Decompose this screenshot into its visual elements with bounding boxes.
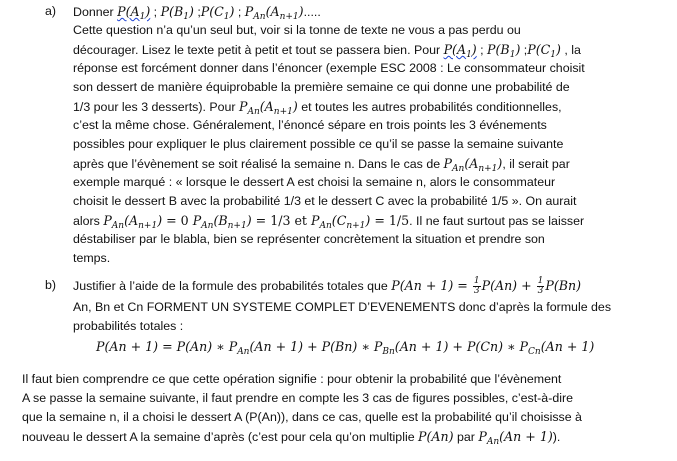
paragraph-line: après que l’évènement se soit réalisé la semaine n. Dans le cas de $P_{An}(A_{n+1})$, il serait par xyxy=(73,156,570,174)
paragraph-line: choisit le dessert B avec la probabilité 1/3 et le dessert C avec la probabilité 1/5 ». On aurait xyxy=(73,194,577,208)
paragraph-line: c’est la même chose. Généralement, l’énoncé sépare en trois points les 3 événements xyxy=(73,118,547,132)
paragraph-line: probabilités totales : xyxy=(73,319,184,333)
paragraph-line: nouveau le dessert A la semaine d’après (c’est pour cela qu’on multiplie P(An) par $P_{An}(An + 1)$). xyxy=(22,429,561,447)
paragraph-line: temps. xyxy=(73,251,111,265)
item-a-header: Donner $P(A_1)$ ; $P(B_1)$ $;P(C_1)$ ; $P_{An}(A_{n+1})$..... xyxy=(73,4,321,22)
list-marker-a: a) xyxy=(45,4,57,18)
paragraph-line: alors $P_{An}(A_{n+1}) = 0$ $P_{An}(B_{n+1}) = 1/3$ et $P_{An}(C_{n+1}) = 1/5$. Il ne faut surtout pas se laisser xyxy=(73,213,585,231)
paragraph-line: An, Bn et Cn FORMENT UN SYSTEME COMPLET D’EVENEMENTS donc d’après la formule des xyxy=(73,300,612,314)
paragraph-line: exemple marqué : « lorsque le dessert A est choisi la semaine n, alors le consommateur xyxy=(73,175,556,189)
total-probability-formula: P(An + 1) = P(An) ∗ $P_{An}(An + 1) + P(Bn)$ ∗ $P_{Bn}(An + 1) + P(Cn)$ ∗ $P_{Cn}(An + 1)$ xyxy=(96,339,595,357)
paragraph-line: réponse est forcément donner dans l’énoncer (exemple ESC 2008 : Le consommateur choisit xyxy=(73,61,585,75)
paragraph-line: décourager. Lisez le texte petit à petit et tout se passera bien. Pour $P(A_1)$ ; $P(B_1)$ $;P(C_1)$ , la xyxy=(73,42,581,60)
paragraph-line: son dessert de manière équiprobable la première semaine ce qui donne une probabilité de xyxy=(73,80,570,94)
paragraph-line: Il faut bien comprendre ce que cette opération signifie : pour obtenir la probabilité que l’évènement xyxy=(22,372,562,386)
item-b-header: Justifier à l’aide de la formule des probabilités totales que P(An + 1) = $\frac{1}{3}$ P(An) + $\frac{1}{3}$ P(Bn) xyxy=(73,276,582,296)
paragraph-line: A se passe la semaine suivante, il faut prendre en compte les 3 cas de figures possibles, c’est-à-dire xyxy=(22,391,573,405)
paragraph-line: que la semaine n, il a choisi le dessert A (P(An)), dans ce cas, quelle est la probabilité qu’il choisisse à xyxy=(22,410,582,424)
math-p-a1: $P(A_1)$ xyxy=(117,4,151,22)
paragraph-line: déstabiliser par le blabla, bien se représenter concrètement la situation et prendre son xyxy=(73,232,545,246)
paragraph-line: possibles pour expliquer le plus clairement possible ce qu’il se passe la semaine suivante xyxy=(73,137,564,151)
list-marker-b: b) xyxy=(45,278,57,292)
paragraph-line: Cette question n’a qu’un seul but, voir si la tonne de texte ne vous a pas perdu ou xyxy=(73,23,521,37)
paragraph-line: 1/3 pour les 3 desserts). Pour $P_{An}(A_{n+1})$ et toutes les autres probabilités conditionnelles, xyxy=(73,99,562,117)
